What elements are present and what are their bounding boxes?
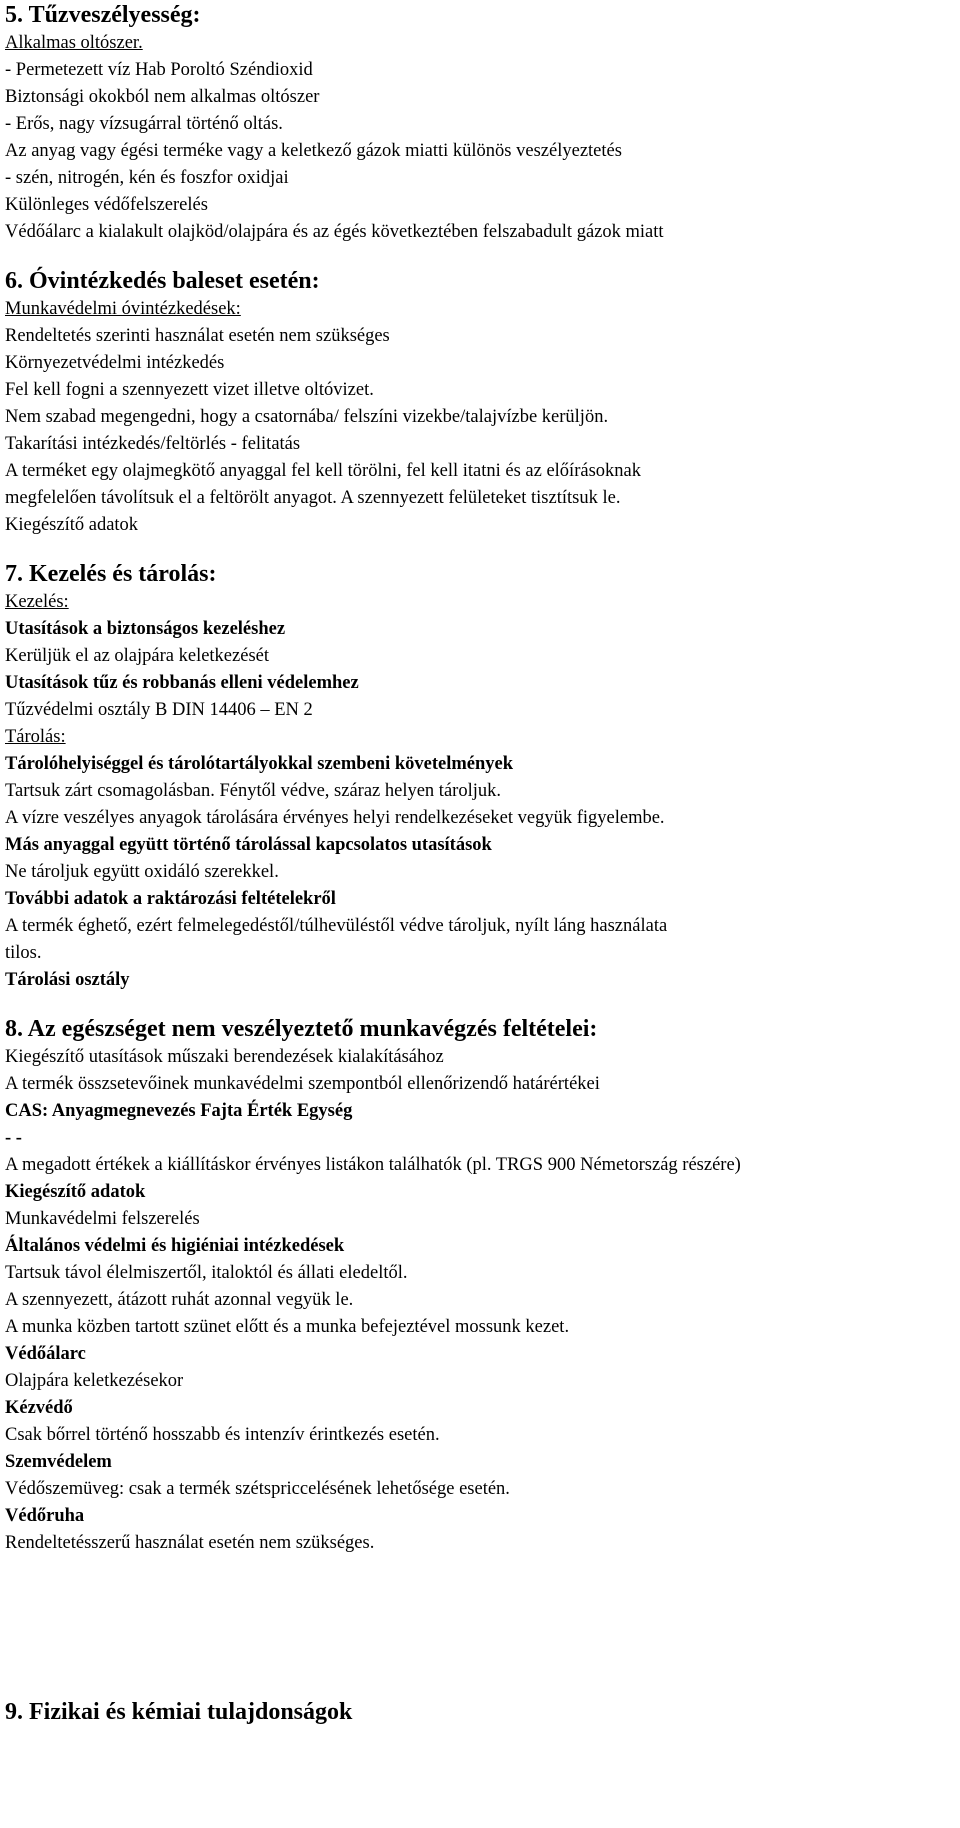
section8-line: [5, 1152, 955, 1179]
section-9-heading: 9. Fizikai és kémiai tulajdonságok: [5, 1699, 353, 1725]
section8-line: [5, 1476, 955, 1503]
section6-line: [5, 296, 955, 323]
section6-line-text: Fel kell fogni a szennyezett vizet illetve oltóvizet.: [5, 380, 374, 400]
section7-line-text: Tűzvédelmi osztály B DIN 14406 – EN 2: [5, 700, 313, 720]
section7-line-text: Tárolási osztály: [5, 970, 130, 990]
section6-line-text: Munkavédelmi óvintézkedések:: [5, 299, 241, 319]
section8-line-text: A termék összsetevőinek munkavédelmi szempontból ellenőrizendő határértékei: [5, 1074, 600, 1094]
section8-line-text: - -: [5, 1128, 22, 1148]
section5-line: [5, 57, 955, 84]
section5-line: [5, 138, 955, 165]
section8-line: [5, 1125, 955, 1152]
section7-line: [5, 724, 955, 751]
section-8-heading: 8. Az egészséget nem veszélyeztető munkavégzés feltételei:: [5, 1016, 598, 1042]
section-5-body: [5, 30, 955, 246]
section7-line: [5, 697, 955, 724]
section7-line: [5, 643, 955, 670]
section5-line: [5, 84, 955, 111]
section7-line-text: Tárolóhelyiséggel és tárolótartályokkal szembeni követelmények: [5, 754, 514, 774]
section7-line: [5, 805, 955, 832]
section7-line: [5, 913, 955, 940]
section6-line-text: megfelelően távolítsuk el a feltörölt anyagot. A szennyezett felületeket tisztítsuk le.: [5, 488, 621, 508]
section5-line: [5, 111, 955, 138]
section5-line: [5, 192, 955, 219]
section5-line-text: Védőálarc a kialakult olajköd/olajpára és az égés következtében felszabadult gázok miatt: [5, 222, 664, 242]
section5-line-text: Alkalmas oltószer.: [5, 33, 143, 53]
section6-line-text: Rendeltetés szerinti használat esetén nem szükséges: [5, 326, 390, 346]
section6-line-text: A terméket egy olajmegkötő anyaggal fel kell törölni, fel kell itatni és az előírásoknak: [5, 461, 641, 481]
section8-line-text: Tartsuk távol élelmiszertől, italoktól és állati eledeltől.: [5, 1263, 408, 1283]
section6-line: [5, 323, 955, 350]
section-8-body: [5, 1044, 955, 1557]
section8-line-text: Szemvédelem: [5, 1452, 112, 1472]
section7-line-text: Más anyaggal együtt történő tárolással kapcsolatos utasítások: [5, 835, 492, 855]
section8-line: [5, 1341, 955, 1368]
section6-line: [5, 431, 955, 458]
document-page: [5, 0, 955, 1725]
section7-line-text: A termék éghető, ezért felmelegedéstől/túlhevüléstől védve tároljuk, nyílt láng használata: [5, 916, 668, 936]
section8-line-text: Kiegészítő utasítások műszaki berendezések kialakításához: [5, 1047, 444, 1067]
section7-line-text: További adatok a raktározási feltételekről: [5, 889, 336, 909]
section7-line: [5, 886, 955, 913]
section6-line: [5, 377, 955, 404]
section7-line-text: Utasítások a biztonságos kezeléshez: [5, 619, 286, 639]
section8-line: [5, 1260, 955, 1287]
section7-line-text: Kerüljük el az olajpára keletkezését: [5, 646, 269, 666]
section8-line-text: A megadott értékek a kiállításkor érvényes listákon találhatók (pl. TRGS 900 Németország részére): [5, 1155, 741, 1175]
section8-line-text: A munka közben tartott szünet előtt és a munka befejeztével mossunk kezet.: [5, 1317, 570, 1337]
section7-line: [5, 670, 955, 697]
section7-line: [5, 832, 955, 859]
section6-line-text: Takarítási intézkedés/feltörlés - felitatás: [5, 434, 301, 454]
section5-line-text: - Permetezett víz Hab Poroltó Széndioxid: [5, 60, 313, 80]
section7-line: [5, 778, 955, 805]
section8-line: [5, 1530, 955, 1557]
section8-line-text: Védőálarc: [5, 1344, 86, 1364]
section8-line-text: CAS: Anyagmegnevezés Fajta Érték Egység: [5, 1101, 353, 1121]
section8-line-text: Rendeltetésszerű használat esetén nem szükséges.: [5, 1533, 375, 1553]
section8-line-text: Általános védelmi és higiéniai intézkedések: [5, 1236, 345, 1256]
section6-line: [5, 350, 955, 377]
section-spacer: [5, 539, 955, 559]
section7-line-text: Utasítások tűz és robbanás elleni védelemhez: [5, 673, 359, 693]
section-9-heading-cropped: [5, 1697, 955, 1725]
section5-line-text: - szén, nitrogén, kén és foszfor oxidjai: [5, 168, 289, 188]
section7-line-text: Tárolás:: [5, 727, 66, 747]
section5-line: [5, 165, 955, 192]
section-7-heading: 7. Kezelés és tárolás:: [5, 561, 217, 587]
section7-line: [5, 859, 955, 886]
section7-line: [5, 940, 955, 967]
section8-line: [5, 1503, 955, 1530]
section8-line-text: Védőruha: [5, 1506, 85, 1526]
section8-line: [5, 1314, 955, 1341]
section5-line-text: Különleges védőfelszerelés: [5, 195, 208, 215]
section8-line: [5, 1206, 955, 1233]
section8-line-text: A szennyezett, átázott ruhát azonnal vegyük le.: [5, 1290, 354, 1310]
section6-line-text: Kiegészítő adatok: [5, 515, 139, 535]
section8-line: [5, 1395, 955, 1422]
section-spacer: [5, 994, 955, 1014]
section8-line-text: Csak bőrrel történő hosszabb és intenzív érintkezés esetén.: [5, 1425, 440, 1445]
section7-line: [5, 616, 955, 643]
section6-line: [5, 485, 955, 512]
section7-line-text: tilos.: [5, 943, 42, 963]
section6-line: [5, 404, 955, 431]
section8-line-text: Munkavédelmi felszerelés: [5, 1209, 200, 1229]
section8-line: [5, 1098, 955, 1125]
section8-line: [5, 1368, 955, 1395]
section6-line-text: Nem szabad megengedni, hogy a csatornába/ felszíni vizekbe/talajvízbe kerüljön.: [5, 407, 609, 427]
section5-line-text: - Erős, nagy vízsugárral történő oltás.: [5, 114, 283, 134]
section8-line: [5, 1449, 955, 1476]
section8-line-text: Kézvédő: [5, 1398, 73, 1418]
section8-line: [5, 1422, 955, 1449]
section8-line-text: Olajpára keletkezésekor: [5, 1371, 184, 1391]
section-5-heading: 5. Tűzveszélyesség:: [5, 2, 201, 28]
section-7-body: [5, 589, 955, 994]
section7-line: [5, 589, 955, 616]
section8-line: [5, 1287, 955, 1314]
section-6-heading: 6. Óvintézkedés baleset esetén:: [5, 268, 320, 294]
section8-line: [5, 1179, 955, 1206]
section5-line-text: Az anyag vagy égési terméke vagy a keletkező gázok miatti különös veszélyeztetés: [5, 141, 622, 161]
section6-line: [5, 458, 955, 485]
page-bottom-spacer: [5, 1557, 955, 1697]
section7-line-text: Ne tároljuk együtt oxidáló szerekkel.: [5, 862, 279, 882]
section8-line-text: Kiegészítő adatok: [5, 1182, 146, 1202]
section-spacer: [5, 246, 955, 266]
section7-line-text: A vízre veszélyes anyagok tárolására érvényes helyi rendelkezéseket vegyük figyelembe.: [5, 808, 665, 828]
section8-line-text: Védőszemüveg: csak a termék szétspriccelésének lehetősége esetén.: [5, 1479, 510, 1499]
section6-line: [5, 512, 955, 539]
section5-line: [5, 219, 955, 246]
section7-line: [5, 751, 955, 778]
section-6-body: [5, 296, 955, 539]
section7-line: [5, 967, 955, 994]
section6-line-text: Környezetvédelmi intézkedés: [5, 353, 225, 373]
section7-line-text: Tartsuk zárt csomagolásban. Fénytől védve, száraz helyen tároljuk.: [5, 781, 501, 801]
section7-line-text: Kezelés:: [5, 592, 69, 612]
section8-line: [5, 1071, 955, 1098]
section5-line-text: Biztonsági okokból nem alkalmas oltószer: [5, 87, 320, 107]
section8-line: [5, 1233, 955, 1260]
section8-line: [5, 1044, 955, 1071]
section5-line: [5, 30, 955, 57]
